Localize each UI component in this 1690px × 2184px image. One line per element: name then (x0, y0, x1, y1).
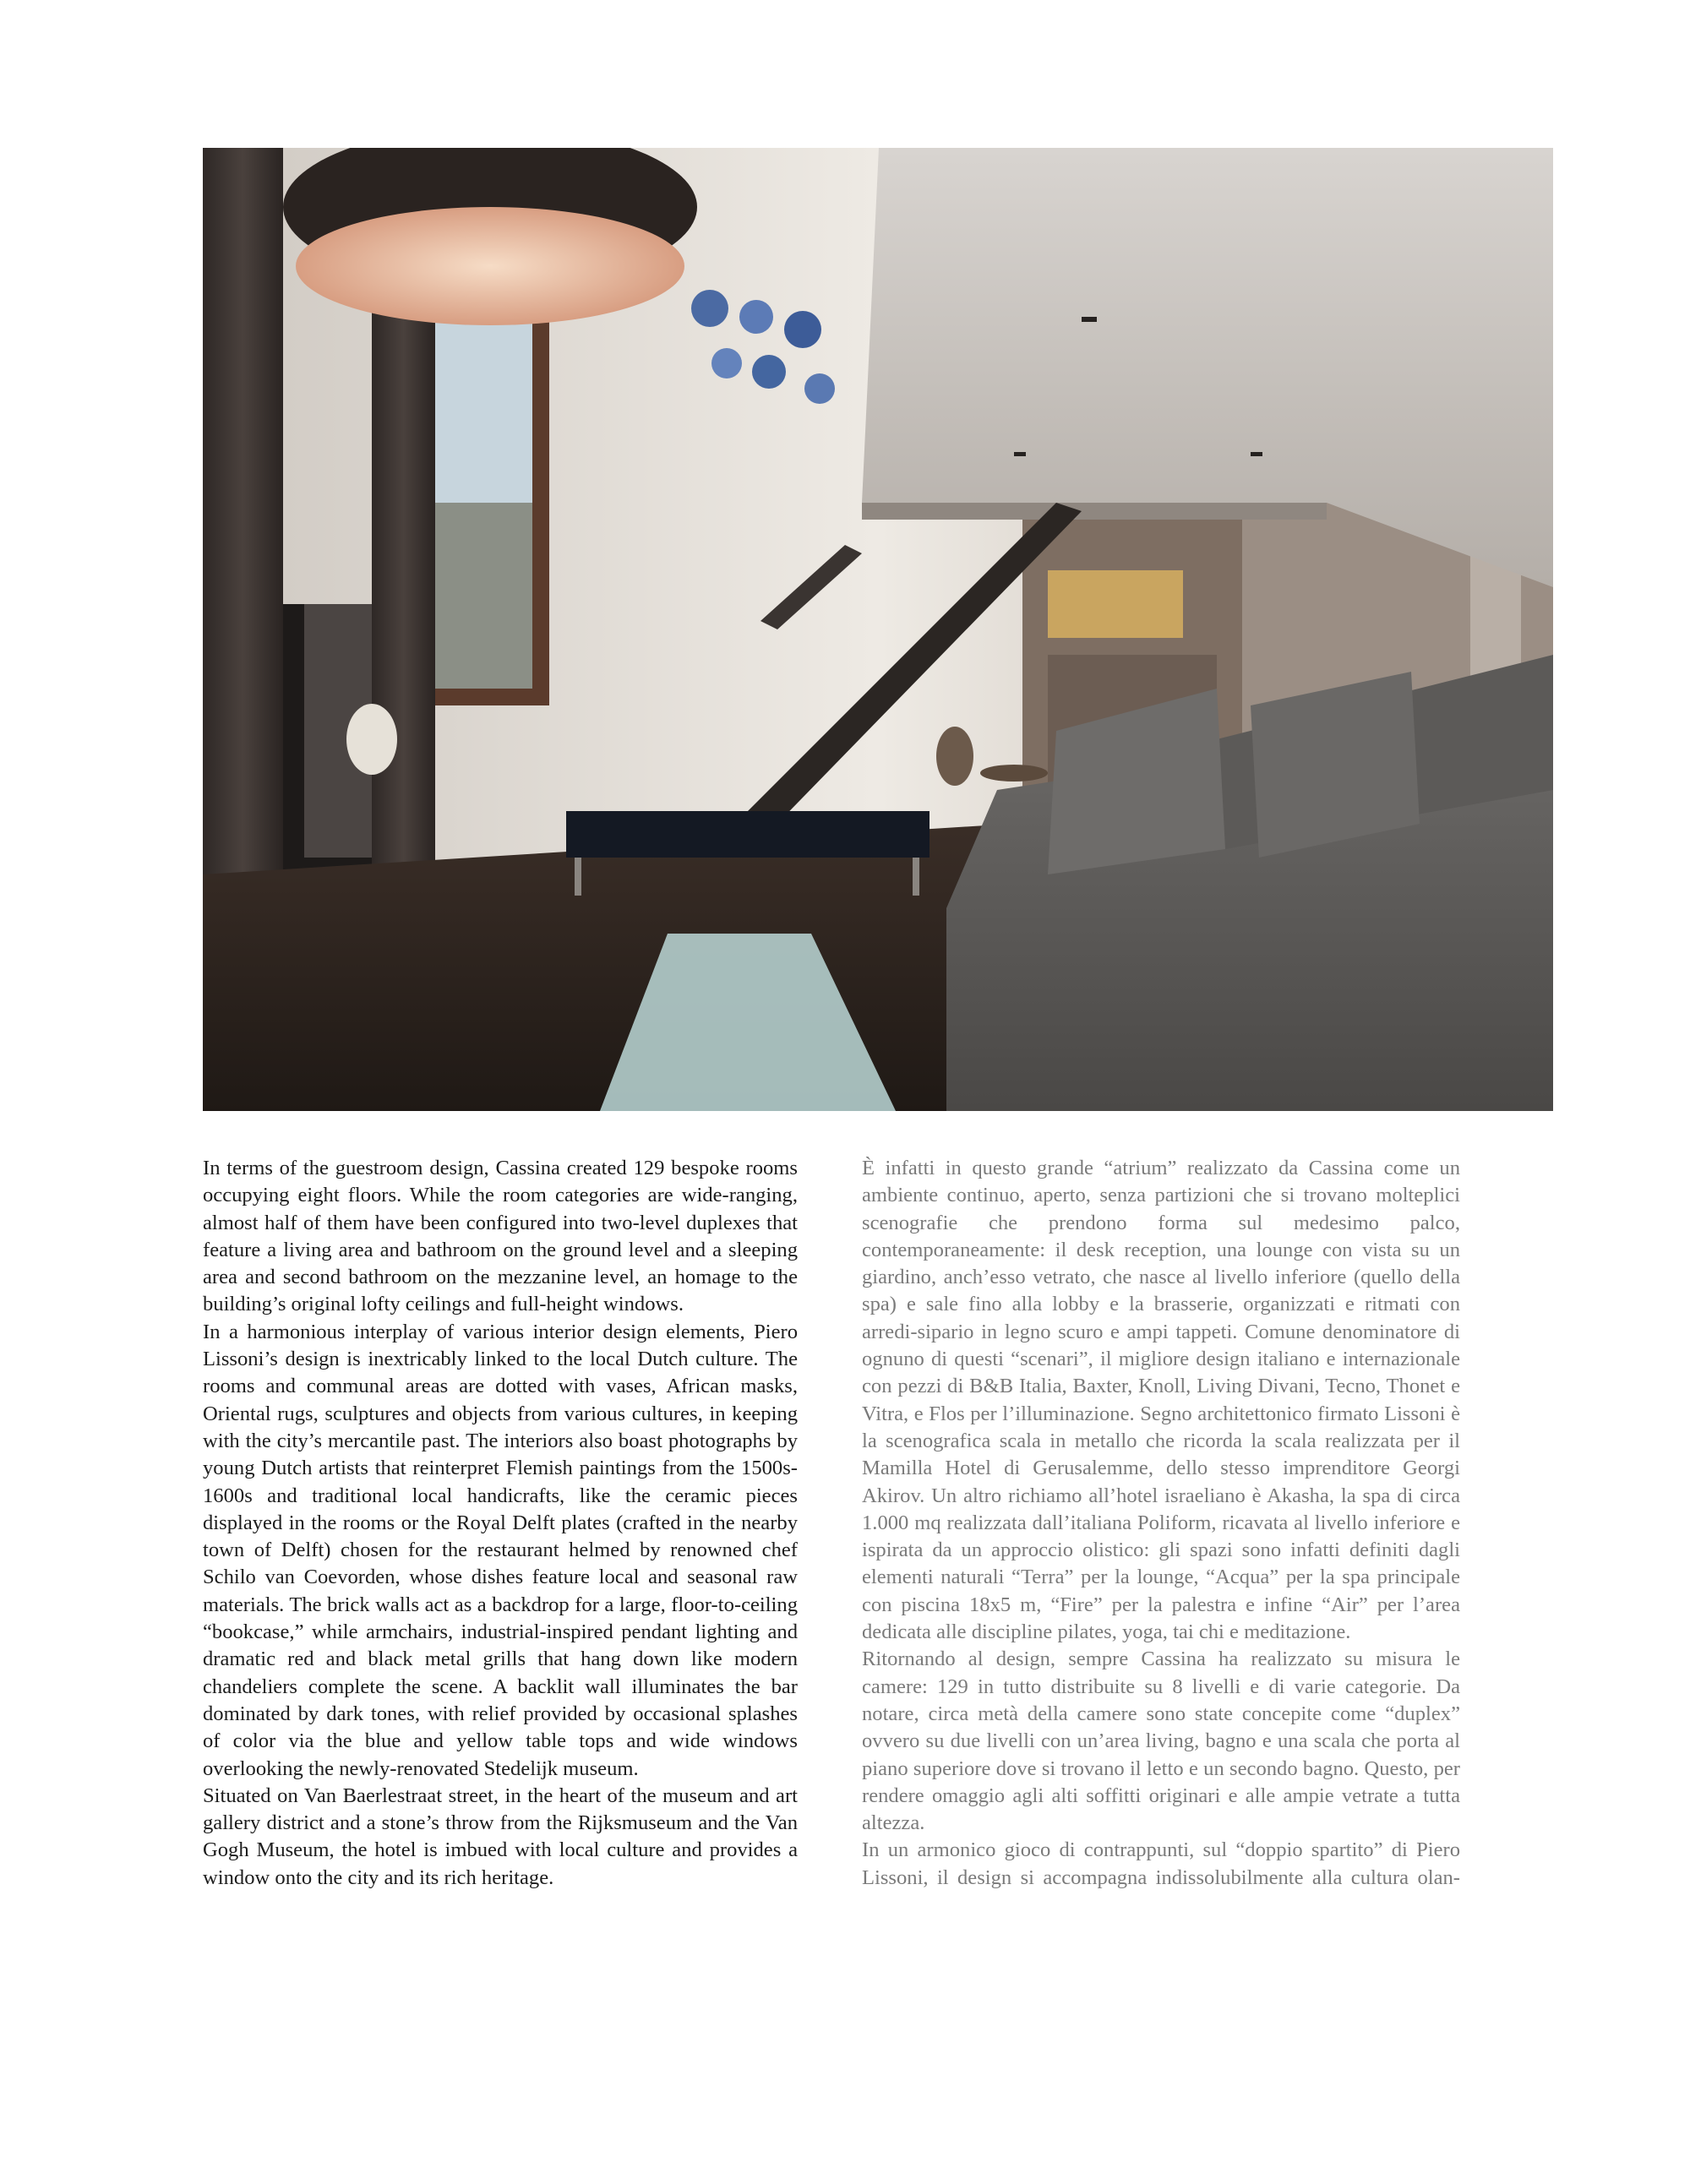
italian-paragraph-1: È infatti in questo grande “atrium” realizzato da Cassina come un ambiente continuo, aperto, senza partizioni che si trovano molteplici scenografie che prendono forma sul medesimo palco, contemporaneamente: il desk reception, una lounge con vista su un giardino, anch’esso vetrato, che nasce al livello inferiore (quello della spa) e sale fino alla lobby e la brasserie, organizzati e ritmati con arredi-sipario in legno scuro e ampi tappeti. Comune denominatore di ognuno di questi “scenari”, il migliore design italiano e internazionale con pezzi di B&B Italia, Baxter, Knoll, Living Divani, Tecno, Thonet e Vitra, e Flos per l’illuminazione. Segno architettonico firmato Lissoni è la scenografica scala in metallo che ricorda la scala realizzata per il Mamilla Hotel di Gerusalemme, dello stesso imprenditore Georgi Akirov. Un altro richiamo all’hotel israeliano è Akasha, la spa di circa 1.000 mq realizzata dall’italiana Poliform, ricavata al livello inferiore e ispirata da un approccio olistico: gli spazi sono infatti definiti dagli elementi naturali “Terra” per la lounge, “Acqua” per la spa principale con piscina 18x5 m, “Fire” per la palestra e infine “Air” per l’area dedicata alle discipline pilates, yoga, tai chi e meditazione. (862, 1157, 1460, 1644)
italian-text-column (862, 1155, 1460, 1892)
english-paragraph-1: In terms of the guestroom design, Cassina created 129 bespoke rooms occupying eight floors. While the room categories are wide-ranging, almost half of them have been configured into two-level duplexes that feature a living area and bathroom on the ground level and a sleeping area and second bathroom on the mezzanine level, an homage to the building’s original lofty ceilings and full-height windows. (203, 1157, 798, 1316)
english-text-column (203, 1155, 798, 1892)
english-paragraph-2: In a harmonious interplay of various interior design elements, Piero Lissoni’s design is inextricably linked to the local Dutch culture. The rooms and communal areas are dotted with vases, African masks, Oriental rugs, sculptures and objects from various cultures, in keeping with the city’s mercantile past. The interiors also boast photographs by young Dutch artists that reinterpret Flemish paintings from the 1500s-1600s and traditional local handicrafts, like the ceramic pieces displayed in the rooms or the Royal Delft plates (crafted in the nearby town of Delft) chosen for the restaurant helmed by renowned chef Schilo van Coevorden, whose dishes feature local and seasonal raw materials. The brick walls act as a backdrop for a large, floor-to-ceiling “bookcase,” while armchairs, industrial-inspired pendant lighting and dramatic red and black metal grills that hang down like modern chandeliers complete the scene. A backlit wall illuminates the bar dominated by dark tones, with relief provided by occasional splashes of color via the blue and yellow table tops and wide windows overlooking the newly-renovated Stedelijk museum. (203, 1320, 798, 1780)
italian-paragraph-3: In un armonico gioco di contrappunti, sul “doppio spartito” di Piero Lissoni, il design si accompagna indissolubilmente alla cultura olan- (862, 1838, 1460, 1889)
interior-photo (203, 148, 1553, 1111)
italian-paragraph-2: Ritornando al design, sempre Cassina ha realizzato su misura le camere: 129 in tutto distribuite su 8 livelli e di varie categorie. Da notare, circa metà della camere sono state concepite come “duplex” ovvero su due livelli con un’area living, bagno e una scala che porta al piano superiore dove si trovano il letto e un secondo bagno. Questo, per rendere omaggio agli alti soffitti originari e alle ampie vetrate a tutta altezza. (862, 1648, 1460, 1835)
english-paragraph-3: Situated on Van Baerlestraat street, in the heart of the museum and art gallery district and a stone’s throw from the Rijksmuseum and the Van Gogh Museum, the hotel is imbued with local culture and provides a window onto the city and its rich heritage. (203, 1784, 798, 1889)
